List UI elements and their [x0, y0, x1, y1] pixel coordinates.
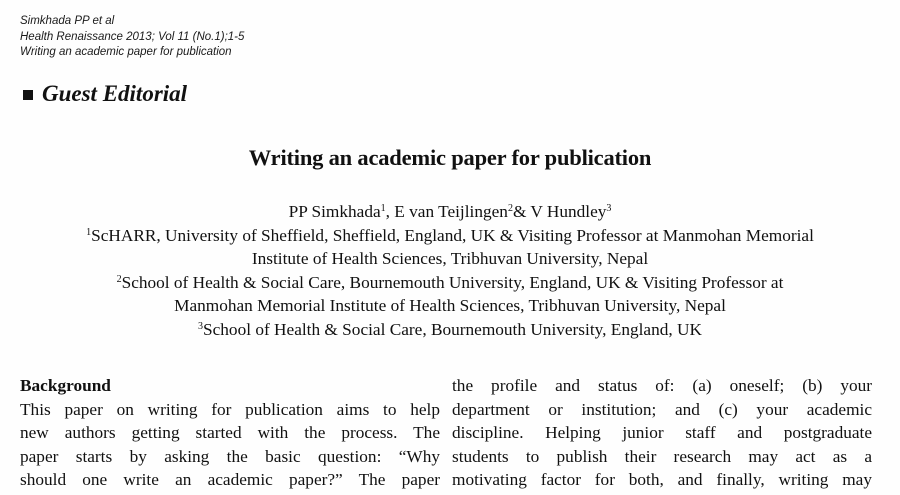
body-right-column — [452, 374, 872, 492]
body-text-line: department or institution; and (c) your academic — [452, 399, 872, 419]
affiliation-text: School of Health & Social Care, Bournemouth University, England, UK — [203, 319, 702, 339]
running-head — [20, 14, 244, 61]
body-text-line: discipline. Helping junior staff and postgraduate — [452, 423, 872, 442]
body-text-line: motivating factor for both, and finally, writing may — [452, 470, 872, 489]
author-affiliation-marker: 3 — [606, 203, 612, 214]
author-list — [0, 200, 900, 224]
square-bullet-icon — [23, 90, 33, 100]
running-head-short-title: Writing an academic paper for publication — [20, 46, 232, 58]
body-text-line: the profile and status of: (a) oneself; (b) your — [452, 376, 872, 395]
affiliation-text: Institute of Health Sciences, Tribhuvan University, Nepal — [251, 249, 649, 268]
affiliation-line — [0, 294, 900, 318]
section-heading-background: Background — [20, 376, 111, 395]
affiliation-line — [0, 224, 900, 248]
body-text-line: students to publish their research may act as a — [452, 446, 872, 466]
authors-block — [0, 200, 900, 341]
section-tag-label: Guest Editorial — [42, 81, 188, 106]
running-head-citation: Health Renaissance 2013; Vol 11 (No.1);1-5 — [20, 30, 245, 43]
author-name: , E van Teijlingen — [385, 202, 508, 221]
section-tag — [23, 81, 187, 107]
affiliation-line — [0, 271, 900, 295]
affiliation-marker: 2 — [116, 273, 122, 285]
body-text-line: This paper on writing for publication aims to help — [20, 399, 440, 419]
affiliation-text: School of Health & Social Care, Bournemouth University, England, UK & Visiting Professor at — [121, 272, 784, 292]
affiliation-text: ScHARR, University of Sheffield, Sheffield, England, UK & Visiting Professor at Manmohan Memorial — [91, 225, 814, 245]
author-affiliation-marker: 2 — [507, 203, 513, 214]
body-text-line: new authors getting started with the process. The — [20, 423, 440, 442]
body-left-column — [20, 374, 440, 492]
running-head-authors: Simkhada PP et al — [20, 15, 115, 27]
affiliation-marker: 1 — [86, 226, 92, 238]
author-name: PP Simkhada — [288, 202, 381, 221]
author-name: & V Hundley — [512, 202, 607, 221]
paper-title: Writing an academic paper for publication — [248, 145, 652, 170]
affiliation-marker: 3 — [198, 320, 203, 332]
affiliation-line — [0, 318, 900, 342]
affiliation-text: Manmohan Memorial Institute of Health Sciences, Tribhuvan University, Nepal — [174, 296, 726, 315]
author-affiliation-marker: 1 — [380, 203, 386, 214]
body-text-line: paper starts by asking the basic question: “Why — [20, 446, 440, 466]
body-text-line: should one write an academic paper?” The paper — [20, 470, 440, 489]
affiliation-line — [0, 247, 900, 271]
